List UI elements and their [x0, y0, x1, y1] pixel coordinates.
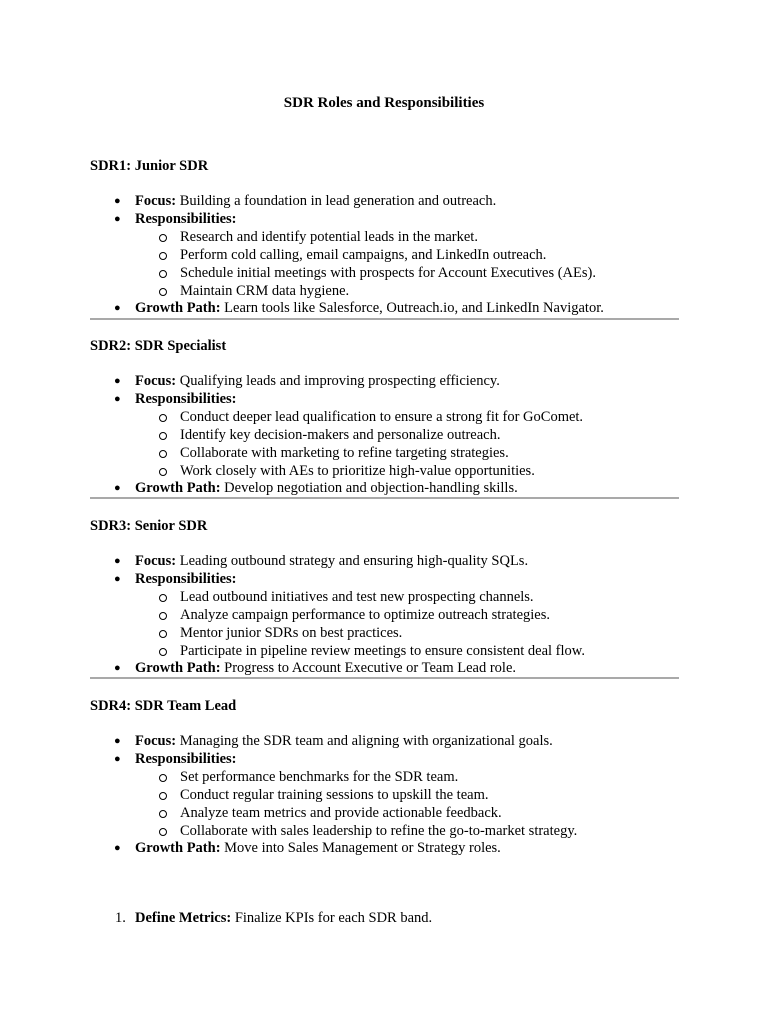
responsibility-text: Analyze campaign performance to optimize outreach strategies. — [180, 606, 550, 623]
focus-text: Leading outbound strategy and ensuring high-quality SQLs. — [176, 553, 529, 569]
list-item — [135, 589, 680, 607]
list-item — [135, 229, 680, 247]
numbered-list — [90, 909, 680, 927]
focus-label: Focus: — [135, 373, 177, 389]
hollow-circle-bullet-icon — [159, 252, 167, 260]
hollow-circle-bullet-icon — [159, 270, 167, 278]
responsibility-text: Conduct regular training sessions to upskill the team. — [180, 786, 489, 803]
hollow-circle-bullet-icon — [159, 450, 167, 458]
numbered-item-label: Define Metrics: — [135, 910, 232, 926]
responsibilities-label: Responsibilities: — [135, 390, 237, 407]
focus-label: Focus: — [135, 553, 177, 569]
list-item — [135, 805, 680, 823]
responsibility-text: Collaborate with sales leadership to refine the go-to-market strategy. — [180, 822, 578, 839]
bullet-list — [90, 373, 680, 498]
document-title: SDR Roles and Responsibilities — [283, 95, 485, 111]
sub-bullet-list — [135, 409, 680, 481]
bullet-icon: ● — [114, 392, 121, 405]
list-item-responsibilities — [90, 751, 680, 841]
list-item — [135, 427, 680, 445]
sub-bullet-list — [135, 769, 680, 841]
list-item-growth-path — [90, 300, 680, 318]
hollow-circle-bullet-icon — [159, 630, 167, 638]
growth-path-label: Growth Path: — [135, 300, 221, 317]
responsibility-text: Mentor junior SDRs on best practices. — [180, 624, 403, 641]
focus-label: Focus: — [135, 193, 177, 209]
list-item — [135, 607, 680, 625]
growth-path-label: Growth Path: — [135, 840, 221, 857]
bullet-icon: ● — [114, 752, 121, 765]
growth-path-text: Move into Sales Management or Strategy roles. — [220, 840, 501, 857]
focus-text: Qualifying leads and improving prospecting efficiency. — [176, 373, 500, 389]
hollow-circle-bullet-icon — [159, 648, 167, 656]
responsibilities-label: Responsibilities: — [135, 570, 237, 587]
responsibility-text: Set performance benchmarks for the SDR team. — [180, 768, 459, 785]
section-sdr1 — [90, 157, 680, 318]
list-item — [135, 247, 680, 265]
bullet-icon: ● — [114, 195, 121, 207]
horizontal-divider — [90, 677, 679, 679]
focus-text: Building a foundation in lead generation and outreach. — [176, 193, 497, 209]
growth-path-label: Growth Path: — [135, 660, 221, 677]
responsibility-text: Work closely with AEs to prioritize high-value opportunities. — [180, 462, 535, 479]
hollow-circle-bullet-icon — [159, 468, 167, 476]
bullet-icon: ● — [114, 842, 121, 855]
list-item-focus — [90, 193, 680, 211]
bullet-icon: ● — [114, 555, 121, 567]
horizontal-divider — [90, 318, 679, 320]
bullet-icon: ● — [114, 482, 121, 495]
hollow-circle-bullet-icon — [159, 288, 167, 296]
horizontal-divider — [90, 497, 679, 499]
responsibility-text: Schedule initial meetings with prospects for Account Executives (AEs). — [180, 264, 596, 281]
list-item-responsibilities — [90, 391, 680, 481]
list-item — [135, 823, 680, 841]
section-sdr2 — [90, 337, 680, 498]
bullet-list — [90, 733, 680, 858]
list-item-responsibilities — [90, 571, 680, 661]
responsibility-text: Collaborate with marketing to refine targeting strategies. — [180, 444, 509, 461]
list-item — [135, 787, 680, 805]
responsibility-text: Analyze team metrics and provide actionable feedback. — [180, 804, 502, 821]
bullet-icon: ● — [114, 735, 121, 747]
list-item — [135, 409, 680, 427]
list-item — [135, 265, 680, 283]
responsibility-text: Maintain CRM data hygiene. — [180, 282, 350, 299]
list-item-responsibilities — [90, 211, 680, 301]
growth-path-label: Growth Path: — [135, 480, 221, 497]
section-sdr3 — [90, 517, 680, 678]
focus-label: Focus: — [135, 733, 177, 749]
responsibility-text: Perform cold calling, email campaigns, and LinkedIn outreach. — [180, 246, 547, 263]
responsibility-text: Identify key decision-makers and personalize outreach. — [180, 426, 501, 443]
growth-path-text: Develop negotiation and objection-handling skills. — [220, 480, 518, 497]
hollow-circle-bullet-icon — [159, 792, 167, 800]
responsibility-text: Conduct deeper lead qualification to ensure a strong fit for GoComet. — [180, 408, 584, 425]
focus-text: Managing the SDR team and aligning with organizational goals. — [176, 733, 553, 749]
hollow-circle-bullet-icon — [159, 234, 167, 242]
responsibility-text: Lead outbound initiatives and test new prospecting channels. — [180, 588, 534, 605]
hollow-circle-bullet-icon — [159, 774, 167, 782]
list-item-focus — [90, 553, 680, 571]
hollow-circle-bullet-icon — [159, 810, 167, 818]
list-item — [135, 445, 680, 463]
bullet-icon: ● — [114, 572, 121, 585]
section-heading: SDR1: Junior SDR — [90, 158, 209, 174]
section-heading: SDR3: Senior SDR — [90, 518, 208, 534]
list-item-growth-path — [90, 660, 680, 678]
list-item — [135, 625, 680, 643]
list-item — [135, 463, 680, 481]
list-item — [135, 283, 680, 301]
section-heading: SDR4: SDR Team Lead — [90, 698, 237, 714]
responsibility-text: Participate in pipeline review meetings to ensure consistent deal flow. — [180, 642, 585, 659]
hollow-circle-bullet-icon — [159, 828, 167, 836]
growth-path-text: Progress to Account Executive or Team Lead role. — [220, 660, 517, 677]
hollow-circle-bullet-icon — [159, 432, 167, 440]
list-item-focus — [90, 373, 680, 391]
hollow-circle-bullet-icon — [159, 612, 167, 620]
responsibilities-label: Responsibilities: — [135, 210, 237, 227]
section-heading: SDR2: SDR Specialist — [90, 338, 227, 354]
responsibilities-label: Responsibilities: — [135, 750, 237, 767]
bullet-icon: ● — [114, 212, 121, 225]
list-item-growth-path — [90, 840, 680, 858]
section-sdr4 — [90, 697, 680, 858]
numbered-list-item — [90, 909, 680, 927]
bullet-icon: ● — [114, 375, 121, 387]
bullet-icon: ● — [114, 302, 121, 315]
responsibility-text: Research and identify potential leads in the market. — [180, 228, 478, 245]
bullet-list — [90, 193, 680, 318]
list-item-focus — [90, 733, 680, 751]
list-item — [135, 769, 680, 787]
hollow-circle-bullet-icon — [159, 414, 167, 422]
list-number: 1. — [115, 910, 126, 926]
hollow-circle-bullet-icon — [159, 594, 167, 602]
list-item-growth-path — [90, 480, 680, 498]
bullet-list — [90, 553, 680, 678]
bullet-icon: ● — [114, 662, 121, 675]
list-item — [135, 643, 680, 661]
growth-path-text: Learn tools like Salesforce, Outreach.io, and LinkedIn Navigator. — [220, 300, 604, 317]
sub-bullet-list — [135, 229, 680, 301]
sub-bullet-list — [135, 589, 680, 661]
numbered-item-text: Finalize KPIs for each SDR band. — [231, 910, 433, 926]
